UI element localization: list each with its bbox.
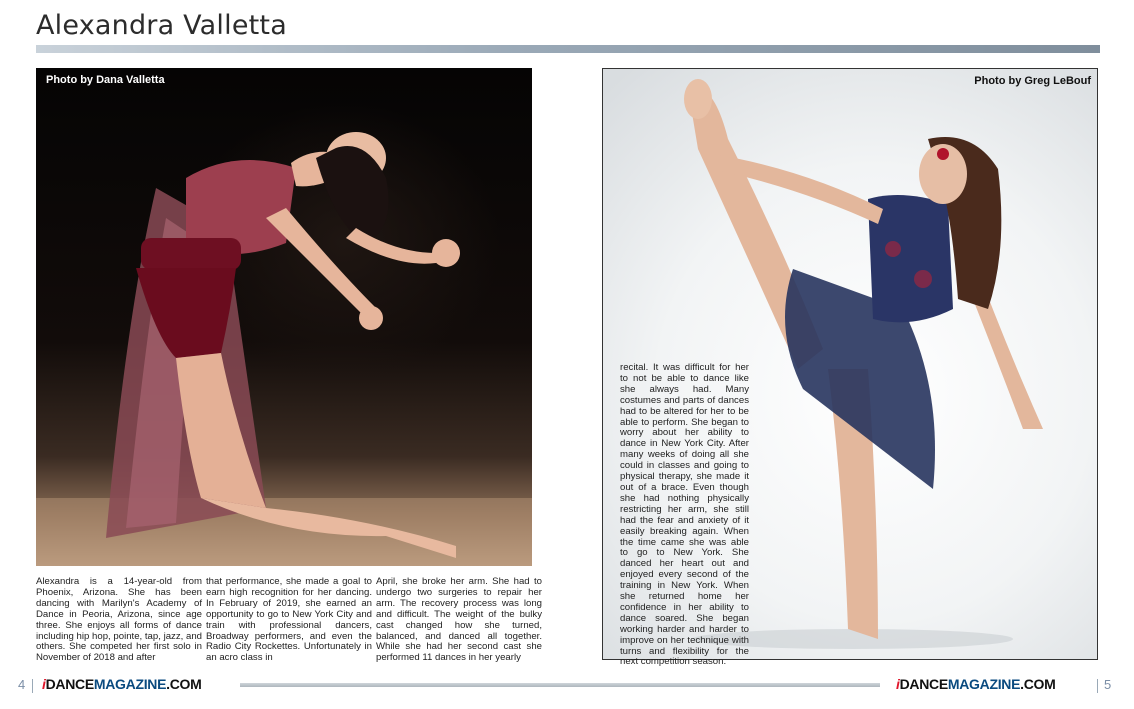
dancer-photo-left (36, 68, 532, 566)
footer-separator-right (1097, 679, 1098, 693)
article-column-3: April, she broke her arm. She had to undergo two surgeries to repair her arm. The recovery process was long and difficult. The weight of the bulky cast changed how she turned, balanced, and danced all together. While she had her second cast she performed 11 dances in her yearly (376, 576, 542, 664)
brand-dance: DANCE (45, 676, 94, 692)
brand-i: i (896, 676, 900, 692)
page-number-right: 5 (1104, 677, 1112, 692)
brand-com: .COM (1020, 676, 1056, 692)
article-column-2: that performance, she made a goal to earn high recognition for her dancing. In February of 2019, she earned an opportunity to go to New York City and train with professional dancers, Broadway performers, and even the Radio City Rockettes. Unfortunately in an acro class in (206, 576, 372, 664)
footer-divider (240, 683, 880, 687)
photo-credit-right: Photo by Greg LeBouf (974, 75, 1091, 87)
brand-logo-right[interactable] (896, 676, 1056, 692)
page-title: Alexandra Valletta (36, 10, 287, 41)
brand-dance: DANCE (899, 676, 948, 692)
page-number-left: 4 (18, 677, 26, 692)
brand-magazine: MAGAZINE (93, 676, 167, 692)
title-divider (36, 45, 1100, 53)
brand-i: i (42, 676, 46, 692)
article-column-4: recital. It was difficult for her to not be able to dance like she always had. Many costumes and parts of dances had to be altered for her to be able to perform. She began to worry about her ability to dance in New York City. After many weeks of doing all she could in classes and going to physical therapy, she made it out of a brace. Even though she had nothing physically restricting her arm, she still had the fear and anxiety of it easily breaking again. When the time came she was able to go to New York. She danced her heart out and enjoyed every second of the training in New York. When she returned home her confidence in her ability to dance soared. She began working harder and harder to improve on her technique with turns and flexibility for the next competition season. (620, 362, 749, 668)
brand-magazine: MAGAZINE (947, 676, 1021, 692)
dancer-photo-right (602, 68, 1098, 668)
photo-credit-left: Photo by Dana Valletta (46, 74, 165, 86)
footer-separator-left (32, 679, 33, 693)
dancer-backbend-illustration (36, 68, 532, 566)
brand-logo-left[interactable] (42, 676, 202, 692)
article-column-1: Alexandra is a 14-year-old from Phoenix, Arizona. She has been dancing with Marilyn's Academy of Dance in Peoria, Arizona, since age three. She enjoys all forms of dance including hip hop, pointe, tap, jazz, and others. She competed her first solo in November of 2018 and after (36, 576, 202, 664)
brand-com: .COM (166, 676, 202, 692)
